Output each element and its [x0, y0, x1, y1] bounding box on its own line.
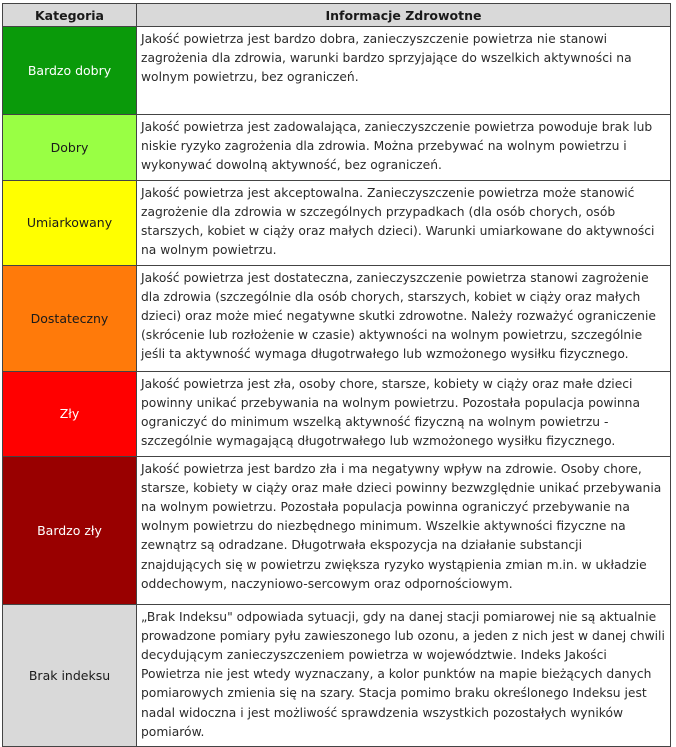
table-row: [3, 115, 671, 181]
air-quality-table: [2, 3, 671, 747]
table-header-row: [3, 4, 671, 27]
info-cell: Jakość powietrza jest akceptowalna. Zanieczyszczenie powietrza może stanowić zagrożenie dla zdrowia w szczególnych przypadkach (dla osób chorych, osób starszych, kobiet w ciąży oraz małych dzieci). Warunki umiarkowane do aktywności na wolnym powietrzu.: [137, 180, 671, 265]
table-row: [3, 371, 671, 456]
category-cell: Zły: [3, 371, 137, 456]
info-cell: „Brak Indeksu" odpowiada sytuacji, gdy na danej stacji pomiarowej nie są aktualnie prowadzone pomiary pyłu zawieszonego lub ozonu, a jeden z nich jest w danej chwili decydującym zanieczyszczeniem powietrza w województwie. Indeks Jakości Powietrza nie jest wtedy wyznaczany, a kolor punktów na mapie bieżących danych pomiarowych zmienia się na szary. Stacja pomimo braku określonego Indeksu jest nadal widoczna i jest możliwość sprawdzenia wszystkich pozostałych wyników pomiarów.: [137, 604, 671, 746]
category-cell: Umiarkowany: [3, 180, 137, 265]
info-cell: Jakość powietrza jest zła, osoby chore, starsze, kobiety w ciąży oraz małe dzieci powinny unikać przebywania na wolnym powietrzu. Pozostała populacja powinna ograniczyć do minimum wszelką aktywność fizyczną na wolnym powietrzu - szczególnie wymagającą długotrwałego lub wzmożonego wysiłku fizycznego.: [137, 371, 671, 456]
table-row: [3, 265, 671, 371]
category-cell: Bardzo dobry: [3, 27, 137, 115]
category-cell: Brak indeksu: [3, 604, 137, 746]
category-cell: Bardzo zły: [3, 456, 137, 604]
header-category: Kategoria: [3, 4, 137, 27]
table-row: [3, 604, 671, 746]
category-cell: Dobry: [3, 115, 137, 181]
table-row: [3, 180, 671, 265]
info-cell: Jakość powietrza jest bardzo zła i ma negatywny wpływ na zdrowie. Osoby chore, starsze, kobiety w ciąży oraz małe dzieci powinny bezwzględnie unikać przebywania na wolnym powietrzu. Pozostała populacja powinna ograniczyć przebywanie na wolnym powietrzu do niezbędnego minimum. Wszelkie aktywności fizyczne na zewnątrz są odradzane. Długotrwała ekspozycja na działanie substancji znajdujących się w powietrzu zwiększa ryzyko wystąpienia zmian m.in. w układzie oddechowym, naczyniowo-sercowym oraz odpornościowym.: [137, 456, 671, 604]
info-cell: Jakość powietrza jest zadowalająca, zanieczyszczenie powietrza powoduje brak lub niskie ryzyko zagrożenia dla zdrowia. Można przebywać na wolnym powietrzu i wykonywać dowolną aktywność, bez ograniczeń.: [137, 115, 671, 181]
table-row: [3, 27, 671, 115]
header-info: Informacje Zdrowotne: [137, 4, 671, 27]
info-cell: Jakość powietrza jest bardzo dobra, zanieczyszczenie powietrza nie stanowi zagrożenia dla zdrowia, warunki bardzo sprzyjające do wszelkich aktywności na wolnym powietrzu, bez ograniczeń.: [137, 27, 671, 115]
category-cell: Dostateczny: [3, 265, 137, 371]
info-cell: Jakość powietrza jest dostateczna, zanieczyszczenie powietrza stanowi zagrożenie dla zdrowia (szczególnie dla osób chorych, starszych, kobiet w ciąży oraz małych dzieci) oraz może mieć negatywne skutki zdrowotne. Należy rozważyć ograniczenie (skrócenie lub rozłożenie w czasie) aktywności na wolnym powietrzu, szczególnie jeśli ta aktywność wymaga długotrwałego lub wzmożonego wysiłku fizycznego.: [137, 265, 671, 371]
table-row: [3, 456, 671, 604]
